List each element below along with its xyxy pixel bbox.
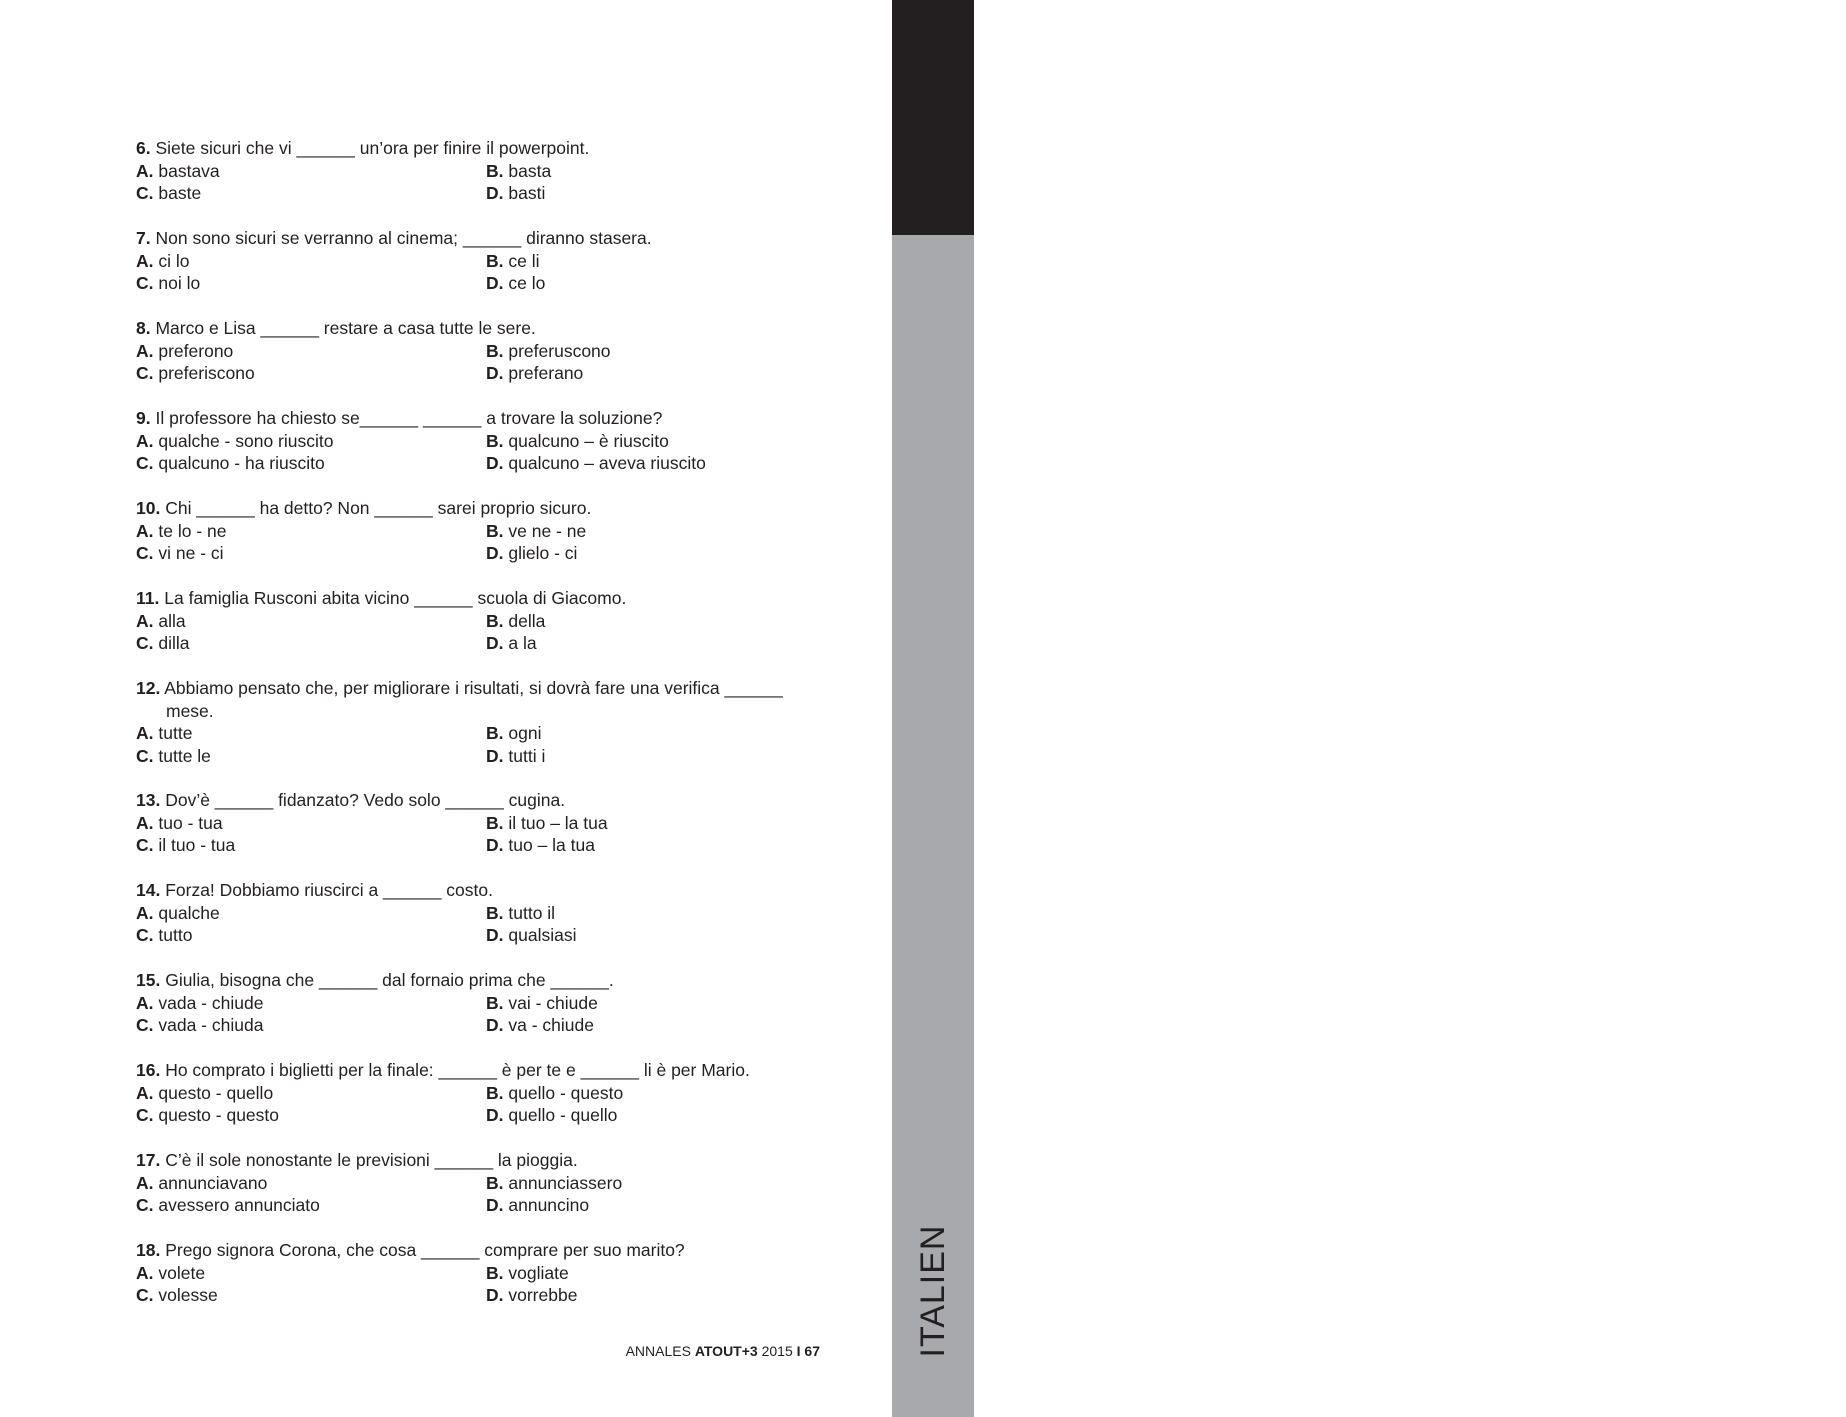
options-row — [136, 1194, 836, 1217]
option-d: D. preferano — [486, 363, 584, 383]
options-row — [136, 1082, 836, 1105]
question-text: 8. Marco e Lisa ______ restare a casa tutte le sere. — [136, 318, 536, 338]
sidebar-header-block — [892, 0, 1846, 235]
question-text: 11. La famiglia Rusconi abita vicino ______ scuola di Giacomo. — [136, 588, 627, 608]
options-row — [136, 362, 836, 385]
option-c: C. preferiscono — [136, 363, 255, 383]
option-d: D. tutti i — [486, 745, 546, 766]
page-number: 67 — [804, 1343, 820, 1359]
question-text: 17. C’è il sole nonostante le previsioni ______ la pioggia. — [136, 1150, 578, 1170]
option-b: B. quello - questo — [486, 1082, 624, 1103]
question-text: 13. Dov’è ______ fidanzato? Vedo solo ______ cugina. — [136, 790, 566, 810]
option-c: C. noi lo — [136, 273, 201, 293]
option-c: C. avessero annunciato — [136, 1195, 320, 1215]
option-d: D. glielo - ci — [486, 543, 578, 563]
options-row — [136, 272, 836, 295]
options-row — [136, 430, 836, 453]
option-d: D. ce lo — [486, 273, 546, 293]
option-c: C. baste — [136, 183, 202, 203]
options-row — [136, 902, 836, 925]
options-row — [136, 924, 836, 947]
options-row — [136, 250, 836, 273]
question-block — [136, 969, 836, 1037]
option-a: A. tutte — [136, 723, 193, 743]
option-d: D. basti — [486, 183, 546, 203]
option-c: C. volesse — [136, 1285, 218, 1305]
option-a: A. ci lo — [136, 250, 190, 271]
option-d: D. qualcuno – aveva riuscito — [486, 453, 706, 473]
option-c: C. tutte le — [136, 745, 211, 766]
question-block — [136, 587, 836, 655]
options-row — [136, 745, 836, 768]
option-b: B. ve ne - ne — [486, 520, 587, 541]
options-row — [136, 160, 836, 183]
option-a: A. preferono — [136, 340, 234, 361]
question-block — [136, 227, 836, 295]
option-b: B. vai - chiude — [486, 992, 598, 1013]
option-d: D. qualsiasi — [486, 925, 577, 945]
question-text: 14. Forza! Dobbiamo riuscirci a ______ costo. — [136, 880, 493, 900]
footer-brand: ATOUT+3 — [694, 1343, 758, 1359]
options-row — [136, 610, 836, 633]
option-d: D. a la — [486, 633, 537, 653]
options-row — [136, 1262, 836, 1285]
options-row — [136, 992, 836, 1015]
question-text: 12. Abbiamo pensato che, per migliorare i risultati, si dovrà fare una verifica ______ — [136, 678, 783, 698]
option-b: B. preferuscono — [486, 340, 611, 361]
question-text: 9. Il professore ha chiesto se______ ______ a trovare la soluzione? — [136, 408, 663, 428]
question-text: 7. Non sono sicuri se verranno al cinema; ______ diranno stasera. — [136, 228, 652, 248]
footer-prefix: ANNALES — [625, 1343, 691, 1359]
question-text: 15. Giulia, bisogna che ______ dal fornaio prima che ______. — [136, 970, 614, 990]
question-block — [136, 677, 836, 767]
option-b: B. basta — [486, 160, 552, 181]
question-block — [136, 137, 836, 205]
option-a: A. qualche — [136, 902, 220, 923]
options-row — [136, 542, 836, 565]
option-a: A. volete — [136, 1262, 206, 1283]
option-b: B. della — [486, 610, 546, 631]
footer-separator: I — [796, 1343, 801, 1359]
option-d: D. quello - quello — [486, 1105, 618, 1125]
options-row — [136, 812, 836, 835]
options-row — [136, 632, 836, 655]
option-a: A. qualche - sono riuscito — [136, 430, 334, 451]
option-a: A. tuo - tua — [136, 812, 223, 833]
option-b: B. vogliate — [486, 1262, 569, 1283]
question-text: 10. Chi ______ ha detto? Non ______ sarei proprio sicuro. — [136, 498, 592, 518]
subject-label: ITALIEN — [914, 1224, 952, 1358]
option-d: D. tuo – la tua — [486, 835, 595, 855]
question-text: 6. Siete sicuri che vi ______ un’ora per finire il powerpoint. — [136, 138, 590, 158]
option-c: C. tutto — [136, 925, 193, 945]
option-c: C. il tuo - tua — [136, 835, 236, 855]
option-c: C. vada - chiuda — [136, 1015, 264, 1035]
footer-year: 2015 — [761, 1343, 793, 1359]
options-row — [136, 1014, 836, 1037]
options-row — [136, 834, 836, 857]
option-c: C. vi ne - ci — [136, 543, 224, 563]
option-b: B. ogni — [486, 723, 542, 743]
option-c: C. dilla — [136, 633, 190, 653]
question-block — [136, 1239, 836, 1307]
question-text-continuation: mese. — [166, 700, 214, 721]
option-a: A. bastava — [136, 160, 220, 181]
question-block — [136, 317, 836, 385]
option-a: A. te lo - ne — [136, 520, 227, 541]
options-row — [136, 1104, 836, 1127]
options-row — [136, 722, 836, 745]
question-block — [136, 879, 836, 947]
option-b: B. annunciassero — [486, 1172, 623, 1193]
options-row — [136, 1172, 836, 1195]
question-text: 16. Ho comprato i biglietti per la finale: ______ è per te e ______ li è per Mario. — [136, 1060, 750, 1080]
options-row — [136, 520, 836, 543]
option-a: A. questo - quello — [136, 1082, 274, 1103]
option-d: D. vorrebbe — [486, 1285, 578, 1305]
options-row — [136, 1284, 836, 1307]
options-row — [136, 452, 836, 475]
option-c: C. qualcuno - ha riuscito — [136, 453, 325, 473]
option-a: A. vada - chiude — [136, 992, 264, 1013]
page-footer — [626, 1343, 820, 1359]
option-a: A. annunciavano — [136, 1172, 268, 1193]
question-block — [136, 1059, 836, 1127]
options-row — [136, 340, 836, 363]
option-d: D. annuncino — [486, 1195, 590, 1215]
section-label-sujet: SUJET — [1804, 63, 1846, 173]
option-b: B. il tuo – la tua — [486, 812, 608, 833]
option-d: D. va - chiude — [486, 1015, 594, 1035]
question-block — [136, 1149, 836, 1217]
option-b: B. ce li — [486, 250, 540, 271]
option-b: B. qualcuno – è riuscito — [486, 430, 669, 451]
option-a: A. alla — [136, 610, 186, 631]
question-block — [136, 407, 836, 475]
option-b: B. tutto il — [486, 902, 556, 923]
options-row — [136, 182, 836, 205]
question-block — [136, 497, 836, 565]
option-c: C. questo - questo — [136, 1105, 280, 1125]
question-block — [136, 789, 836, 857]
question-text: 18. Prego signora Corona, che cosa ______ comprare per suo marito? — [136, 1240, 685, 1260]
